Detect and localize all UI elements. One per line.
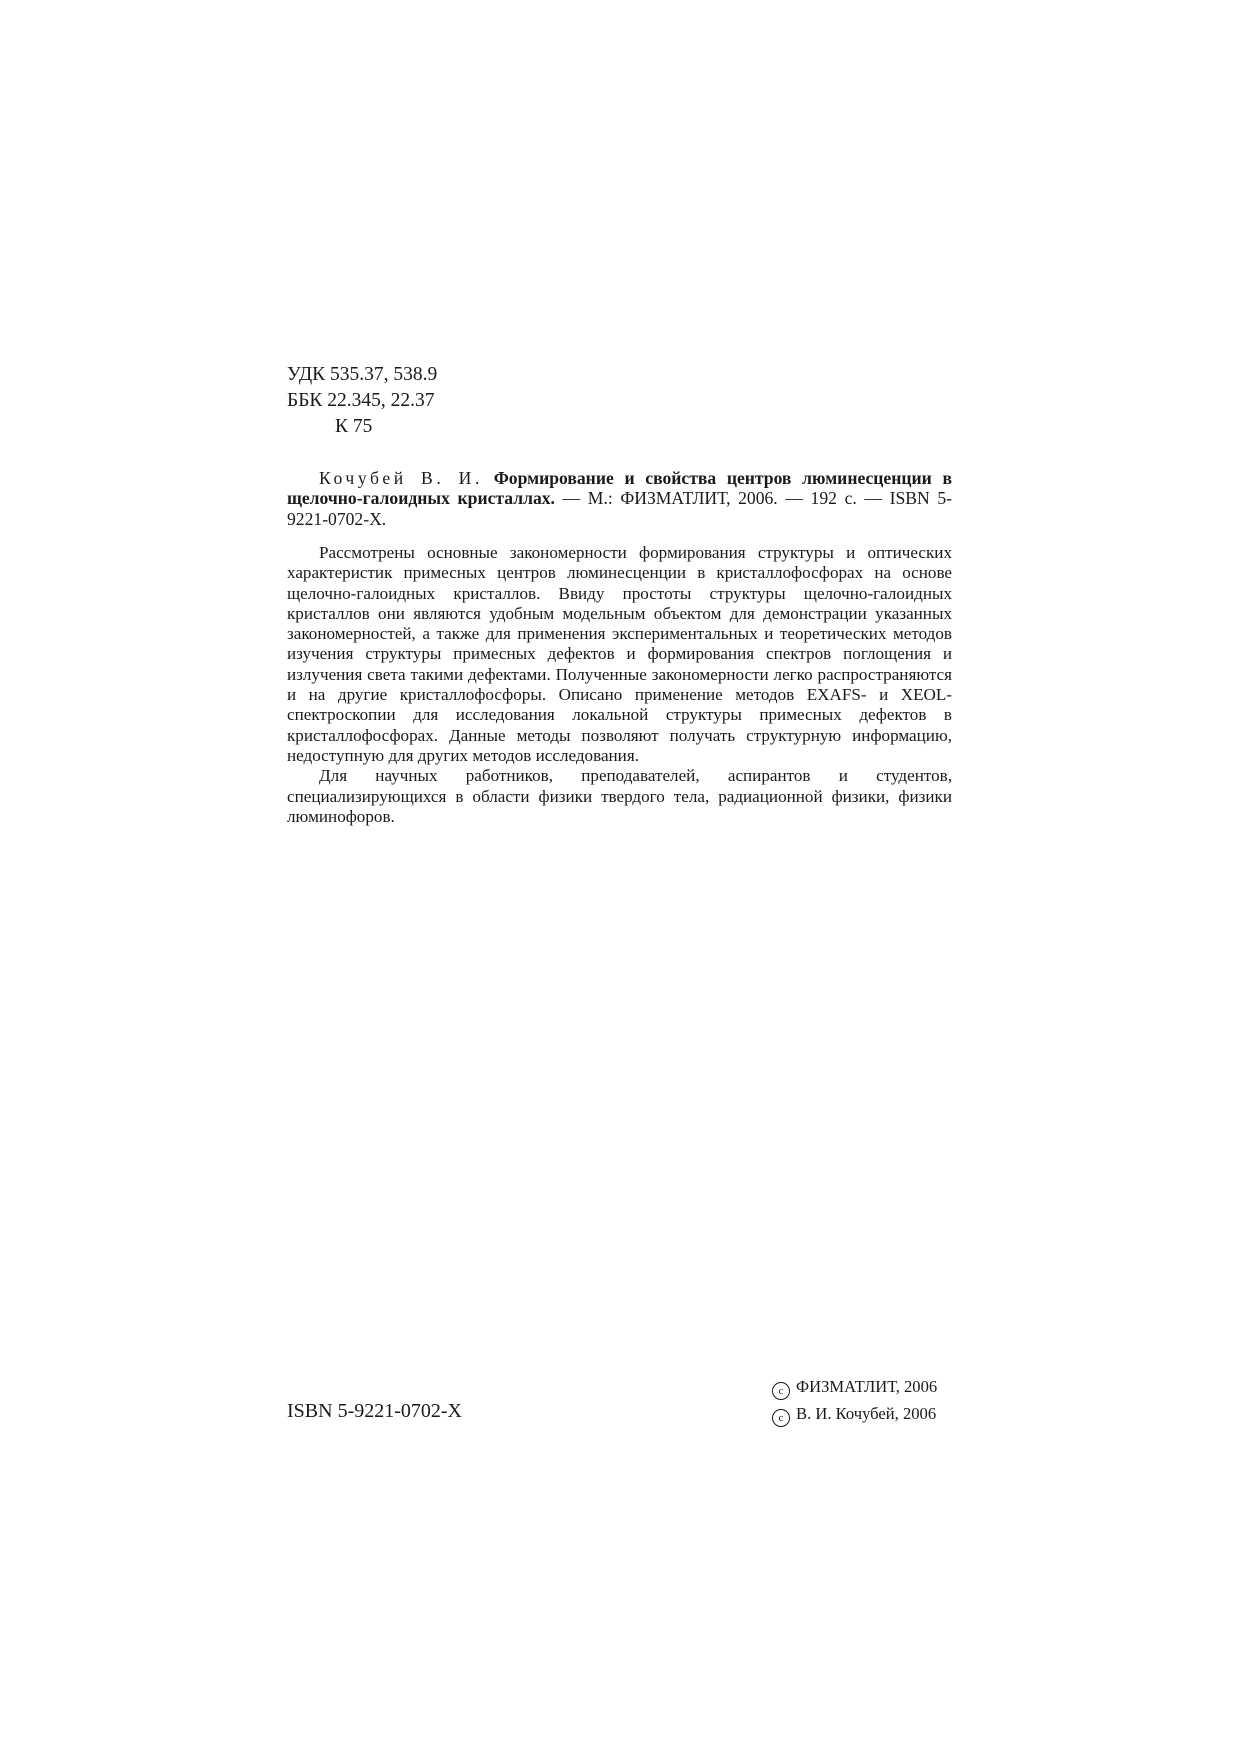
copyright-publisher <box>772 1373 937 1400</box>
copyright-block <box>772 1373 937 1427</box>
copyright-icon: c <box>772 1409 790 1427</box>
abstract <box>287 543 952 827</box>
bbk-code: ББК 22.345, 22.37 <box>287 390 435 411</box>
author-mark: К 75 <box>335 416 373 437</box>
isbn: ISBN 5-9221-0702-X <box>287 1400 462 1422</box>
udk-code: УДК 535.37, 538.9 <box>287 364 438 385</box>
biblio-title: Формирование и свойства центров люминесценции в щелочно-галоидных кристаллах. <box>287 468 952 509</box>
biblio-imprint: — М.: ФИЗМАТЛИТ, 2006. — 192 с. — ISBN 5-9221-0702-X. <box>287 488 953 529</box>
classification-block <box>287 362 437 440</box>
abstract-paragraph: Рассмотрены основные закономерности формирования структуры и оптических характеристик примесных центров люминесценции в кристаллофосфорах на основе щелочно-галоидных кристаллов. Ввиду простоты структуры щелочно-галоидных кристаллов они являются удобным модельным объектом для демонстрации указанных закономерностей, а также для применения экспериментальных и теоретических методов изучения структуры примесных дефектов и формирования спектров поглощения и излучения света такими дефектами. Полученные закономерности легко распространяются и на другие кристаллофосфоры. Описано применение методов EXAFS- и XEOL-спектроскопии для исследования локальной структуры примесных дефектов в кристаллофосфорах. Данные методы позволяют получать структурную информацию, недоступную для других методов исследования. <box>287 543 952 765</box>
biblio-author: Кочубей В. И. <box>319 468 483 488</box>
bibliographic-record <box>287 468 952 529</box>
copyright-icon: c <box>772 1382 790 1400</box>
copyright-publisher-text: ФИЗМАТЛИТ, 2006 <box>796 1377 938 1396</box>
copyright-author-text: В. И. Кочубей, 2006 <box>796 1404 937 1423</box>
audience-paragraph: Для научных работников, преподавателей, аспирантов и студентов, специализирующихся в области физики твердого тела, радиационной физики, физики люминофоров. <box>287 766 952 826</box>
copyright-author <box>772 1400 937 1427</box>
